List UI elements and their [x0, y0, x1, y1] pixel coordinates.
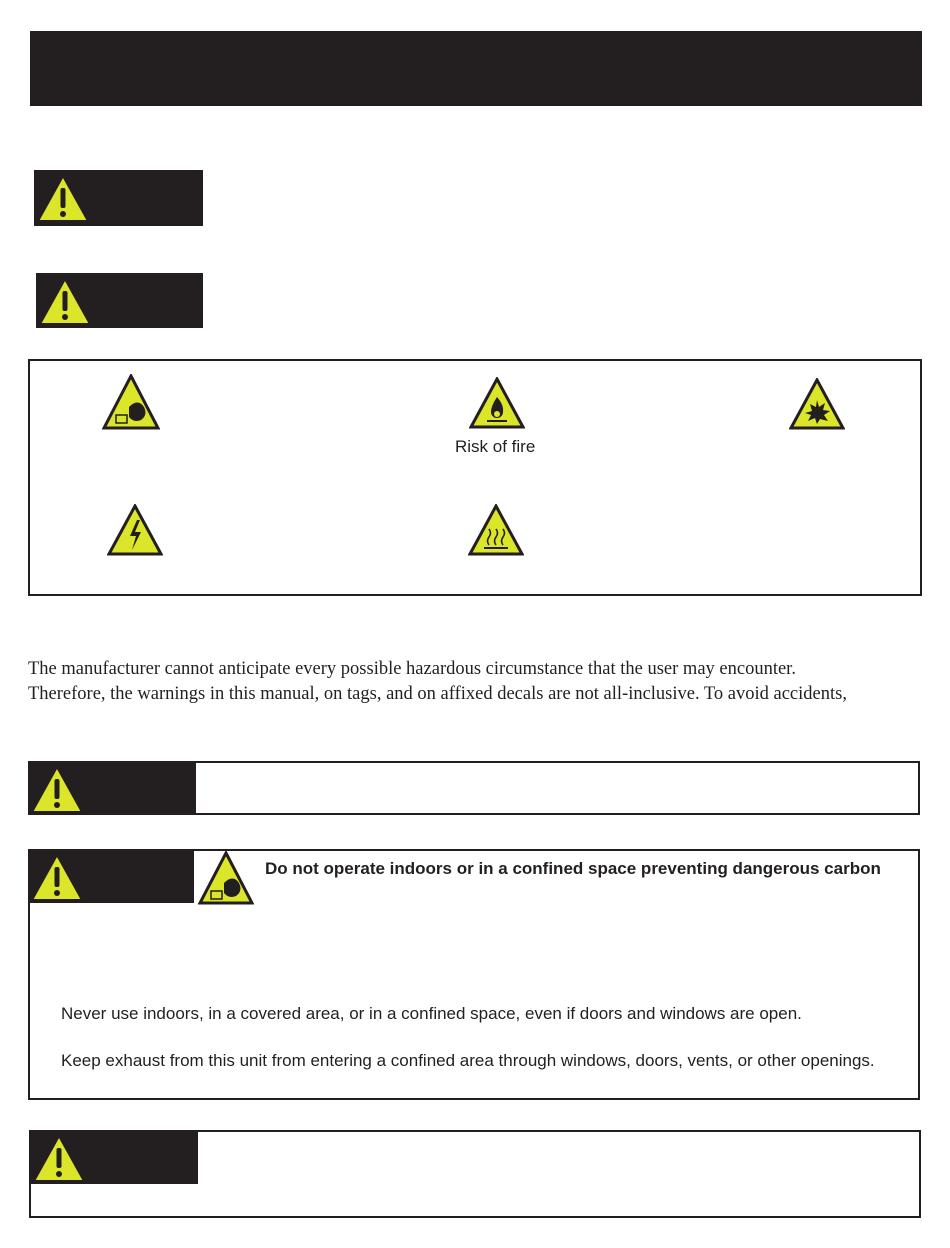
exhaust-fumes-icon	[198, 851, 254, 905]
warning-triangle-icon	[30, 852, 84, 902]
electric-shock-icon	[107, 504, 163, 556]
warning-box-3	[29, 1130, 921, 1218]
signal-word-label-3	[28, 761, 196, 815]
signal-word-label-2	[36, 273, 203, 328]
title-bar	[30, 31, 922, 106]
warning-triangle-icon	[30, 764, 84, 814]
hazard-caption-fire: Risk of fire	[455, 437, 536, 456]
signal-word-label-5	[30, 1131, 198, 1184]
hazard-symbols-box	[28, 359, 922, 596]
warning-triangle-icon	[32, 1133, 86, 1183]
co-warning-headline: Do not operate indoors or in a confined space preventing dangerous carbon	[265, 859, 881, 878]
exhaust-fumes-icon	[102, 374, 160, 430]
intro-line-1: The manufacturer cannot anticipate every possible hazardous circumstance that the user may encounter.	[28, 659, 796, 679]
signal-word-label-4	[28, 849, 194, 903]
hot-surface-icon	[468, 504, 524, 556]
co-bullet-2: Keep exhaust from this unit from entering a confined area through windows, doors, vents, or other openings.	[61, 1051, 875, 1070]
co-bullet-1: Never use indoors, in a covered area, or in a confined space, even if doors and windows are open.	[61, 1004, 802, 1023]
fire-hazard-icon	[469, 377, 525, 429]
signal-word-label-1	[34, 170, 203, 226]
warning-triangle-icon	[36, 173, 90, 223]
intro-line-2: Therefore, the warnings in this manual, on tags, and on affixed decals are not all-inclusive. To avoid accidents,	[28, 684, 847, 704]
explosion-icon	[789, 378, 845, 430]
carbon-monoxide-warning-box	[28, 849, 920, 1100]
warning-triangle-icon	[38, 276, 92, 326]
warning-box-1	[28, 761, 920, 815]
